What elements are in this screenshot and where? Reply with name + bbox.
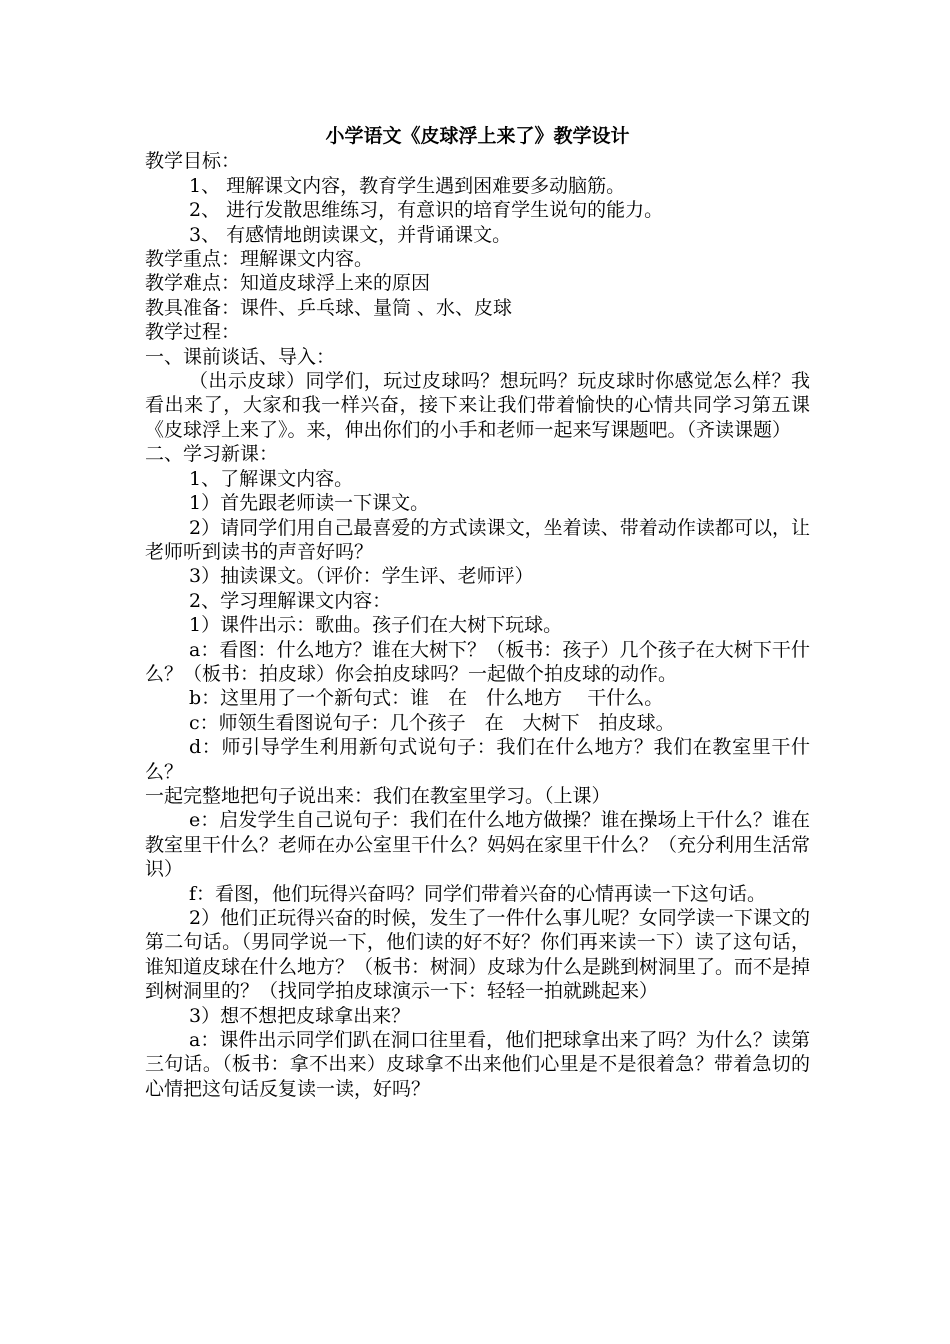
paragraph: 一、课前谈话、导入： <box>145 345 336 368</box>
paragraph: 一起完整地把句子说出来：我们在教室里学习。（上课） <box>145 784 611 807</box>
paragraph: 教学过程： <box>145 321 241 344</box>
paragraph: 3）想不想把皮球拿出来？ <box>189 1004 411 1027</box>
paragraph: 教学难点：知道皮球浮上来的原因 <box>145 272 431 295</box>
paragraph: 二、学习新课： <box>145 443 279 466</box>
paragraph: b：这里用了一个新句式：谁 在 什么地方 干什么。 <box>189 687 664 710</box>
document-body <box>145 124 810 1101</box>
paragraph-list <box>145 149 810 1101</box>
paragraph: 2）他们正玩得兴奋的时候，发生了一件什么事儿呢？女同学读一下课文的第二句话。（男同学说一下，他们读的好不好？你们再来读一下）读了这句话，谁知道皮球在什么地方？（板书：树洞）皮球为什么是跳到树洞里了。而不是掉到树洞里的？（找同学拍皮球演示一下：轻轻一拍就跳起来） <box>145 907 811 1003</box>
paragraph: a：看图：什么地方？谁在大树下？（板书：孩子）几个孩子在大树下干什么？（板书：拍皮球）你会拍皮球吗？一起做个拍皮球的动作。 <box>145 638 810 685</box>
paragraph: 1）首先跟老师读一下课文。 <box>189 492 430 515</box>
paragraph: 2、 进行发散思维练习，有意识的培育学生说句的能力。 <box>189 199 664 222</box>
paragraph: f：看图，他们玩得兴奋吗？同学们带着兴奋的心情再读一下这句话。 <box>189 882 767 905</box>
document-title: 小学语文《皮球浮上来了》教学设计 <box>325 125 630 147</box>
paragraph: 3）抽读课文。（评价：学生评、老师评） <box>189 565 534 588</box>
paragraph: 教学重点：理解课文内容。 <box>145 248 374 271</box>
paragraph: 3、 有感情地朗读课文，并背诵课文。 <box>189 223 512 246</box>
paragraph: d：师引导学生利用新句式说句子：我们在什么地方？我们在教室里干什么？ <box>145 736 810 783</box>
paragraph: 1）课件出示：歌曲。孩子们在大树下玩球。 <box>189 614 563 637</box>
paragraph: 2、学习理解课文内容： <box>189 589 392 612</box>
paragraph: 2）请同学们用自己最喜爱的方式读课文，坐着读、带着动作读都可以，让老师听到读书的声音好吗？ <box>145 516 810 563</box>
paragraph: a：课件出示同学们趴在洞口往里看，他们把球拿出来了吗？为什么？读第三句话。（板书：拿不出来）皮球拿不出来他们心里是不是很着急？带着急切的心情把这句话反复读一读，好吗？ <box>145 1029 810 1100</box>
paragraph: 1、 理解课文内容，教育学生遇到困难要多动脑筋。 <box>189 174 626 197</box>
paragraph: 1、了解课文内容。 <box>189 467 354 490</box>
paragraph: e：启发学生自己说句子：我们在什么地方做操？谁在操场上干什么？谁在教室里干什么？老师在办公室里干什么？妈妈在家里干什么？（充分利用生活常识） <box>145 809 811 881</box>
paragraph: 教具准备：课件、乒乓球、量筒 、水、皮球 <box>145 296 513 319</box>
paragraph: c：师领生看图说句子：几个孩子 在 大树下 拍皮球。 <box>189 711 675 734</box>
paragraph: （出示皮球）同学们，玩过皮球吗？想玩吗？玩皮球时你感觉怎么样？我看出来了，大家和我一样兴奋，接下来让我们带着愉快的心情共同学习第五课《皮球浮上来了》。来，伸出你们的小手和老师一起来写课题吧。（齐读课题） <box>145 370 810 441</box>
paragraph: 教学目标： <box>145 150 241 173</box>
